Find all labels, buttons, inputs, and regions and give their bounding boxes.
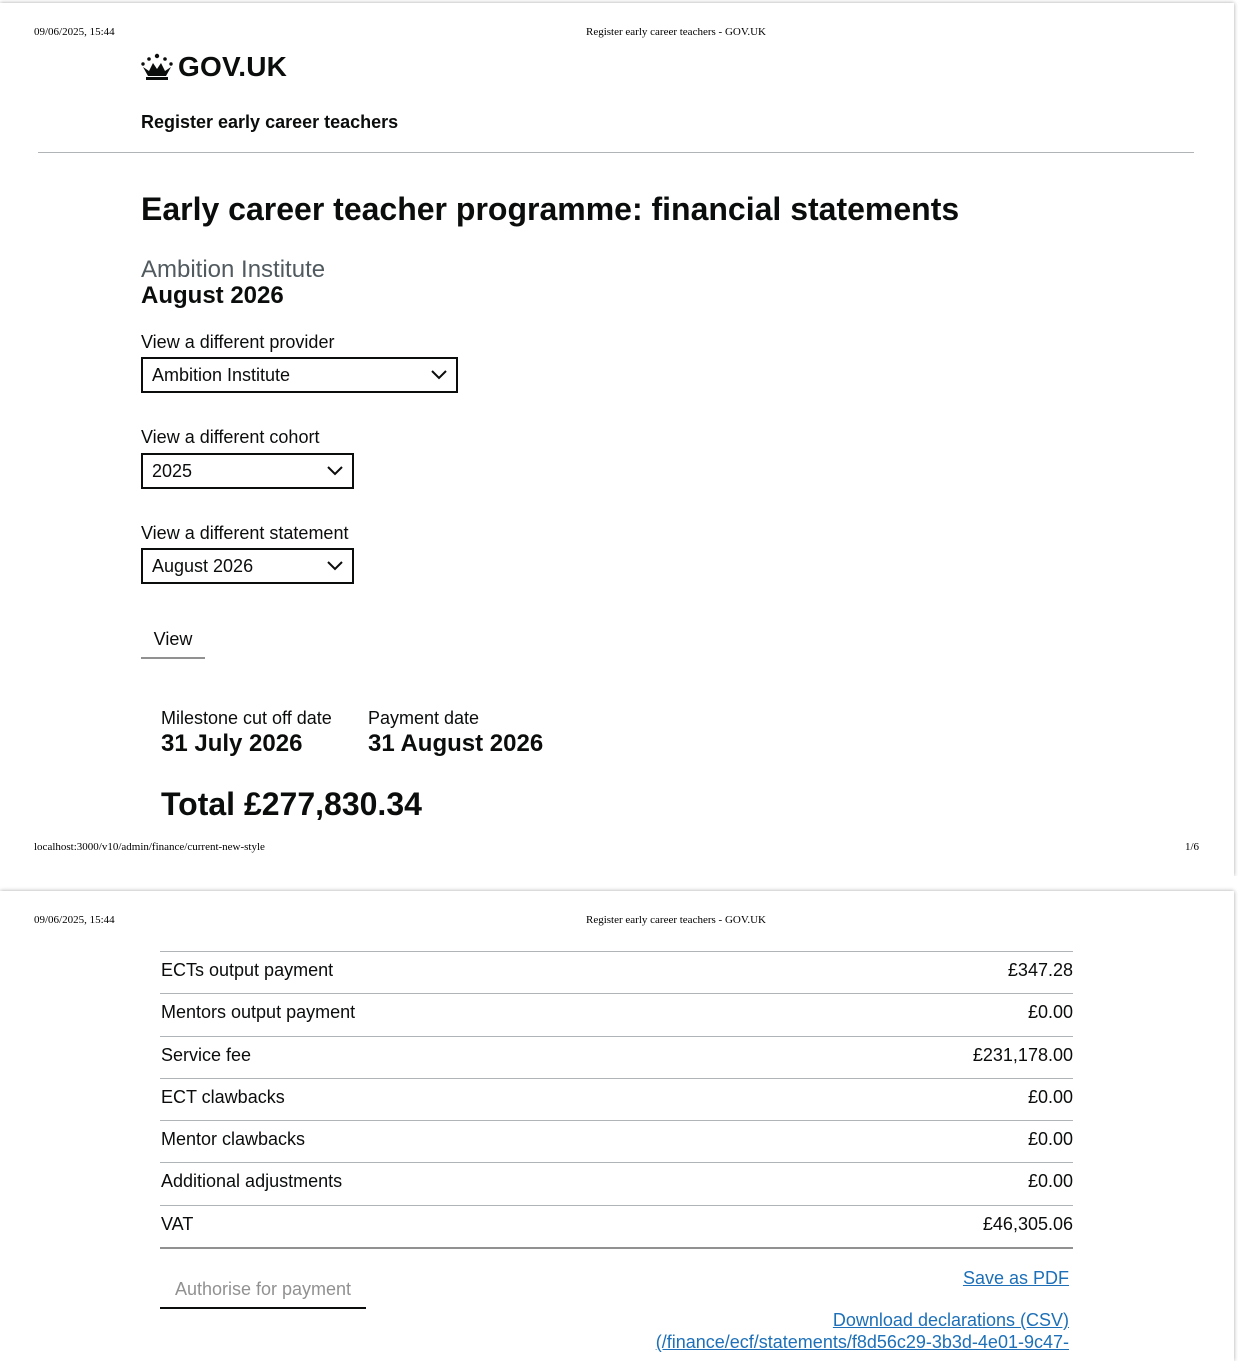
row-label: ECTs output payment bbox=[161, 960, 334, 980]
chevron-down-icon bbox=[430, 367, 448, 383]
statement-select[interactable] bbox=[141, 548, 354, 584]
save-as-pdf-link[interactable]: Save as PDF bbox=[962, 1268, 1069, 1288]
row-label: Additional adjustments bbox=[161, 1171, 343, 1191]
row-label: Mentors output payment bbox=[161, 1002, 356, 1022]
row-amount: £0.00 bbox=[1027, 1087, 1073, 1107]
govuk-logo[interactable] bbox=[140, 51, 287, 83]
print-page-number: 1/6 bbox=[1185, 841, 1200, 853]
print-datetime: 09/06/2025, 15:44 bbox=[34, 26, 115, 38]
table-row bbox=[160, 1079, 1073, 1121]
table-row bbox=[160, 1037, 1073, 1079]
crown-icon bbox=[140, 52, 174, 82]
statement-label: View a different statement bbox=[141, 523, 349, 543]
cutoff-label: Milestone cut off date bbox=[161, 708, 332, 728]
payment-label: Payment date bbox=[368, 708, 480, 728]
authorise-payment-button[interactable]: Authorise for payment bbox=[160, 1273, 366, 1309]
provider-select-value: Ambition Institute bbox=[152, 364, 291, 385]
payment-date bbox=[368, 708, 543, 758]
table-row bbox=[160, 1163, 1073, 1206]
print-datetime: 09/06/2025, 15:44 bbox=[34, 914, 115, 926]
chevron-down-icon bbox=[326, 558, 344, 574]
cutoff-date bbox=[161, 708, 332, 758]
row-label: Service fee bbox=[161, 1045, 252, 1065]
service-name[interactable]: Register early career teachers bbox=[141, 112, 399, 132]
statement-total: Total £277,830.34 bbox=[161, 786, 422, 822]
print-page-1 bbox=[0, 3, 1234, 876]
cohort-label: View a different cohort bbox=[141, 427, 320, 447]
download-declarations-href[interactable]: (/finance/ecf/statements/f8d56c29-3b3d-4e01-9c47- bbox=[655, 1332, 1069, 1352]
header-divider bbox=[38, 152, 1194, 153]
cohort-select-value: 2025 bbox=[152, 460, 193, 481]
print-url: localhost:3000/v10/admin/finance/current-new-style bbox=[34, 841, 265, 853]
row-label: Mentor clawbacks bbox=[161, 1129, 306, 1149]
cohort-select[interactable] bbox=[141, 453, 354, 489]
logo-text: GOV.UK bbox=[178, 51, 288, 82]
row-label: ECT clawbacks bbox=[161, 1087, 285, 1107]
row-amount: £0.00 bbox=[1027, 1171, 1073, 1191]
statement-select-value: August 2026 bbox=[152, 555, 254, 576]
download-declarations-link[interactable]: Download declarations (CSV) bbox=[832, 1310, 1069, 1330]
print-doc-title: Register early career teachers - GOV.UK bbox=[586, 914, 766, 926]
page-gap bbox=[0, 876, 1238, 891]
table-row bbox=[160, 1121, 1073, 1163]
provider-select[interactable] bbox=[141, 357, 458, 393]
page-title: Early career teacher programme: financial statements bbox=[141, 191, 960, 227]
table-row bbox=[160, 1206, 1073, 1249]
print-page-2 bbox=[0, 891, 1234, 1361]
print-doc-title: Register early career teachers - GOV.UK bbox=[586, 26, 766, 38]
row-amount: £0.00 bbox=[1027, 1129, 1073, 1149]
statement-month: August 2026 bbox=[141, 282, 284, 309]
row-amount: £231,178.00 bbox=[972, 1045, 1073, 1065]
view-button[interactable]: View bbox=[141, 625, 205, 659]
row-amount: £0.00 bbox=[1027, 1002, 1073, 1022]
row-amount: £46,305.06 bbox=[982, 1214, 1073, 1234]
provider-label: View a different provider bbox=[141, 332, 335, 352]
table-row bbox=[160, 952, 1073, 994]
provider-caption: Ambition Institute bbox=[141, 256, 326, 283]
row-label: VAT bbox=[161, 1214, 194, 1234]
payment-value: 31 August 2026 bbox=[368, 730, 544, 757]
chevron-down-icon bbox=[326, 463, 344, 479]
cutoff-value: 31 July 2026 bbox=[161, 730, 303, 757]
row-amount: £347.28 bbox=[1007, 960, 1073, 980]
table-row bbox=[160, 994, 1073, 1037]
